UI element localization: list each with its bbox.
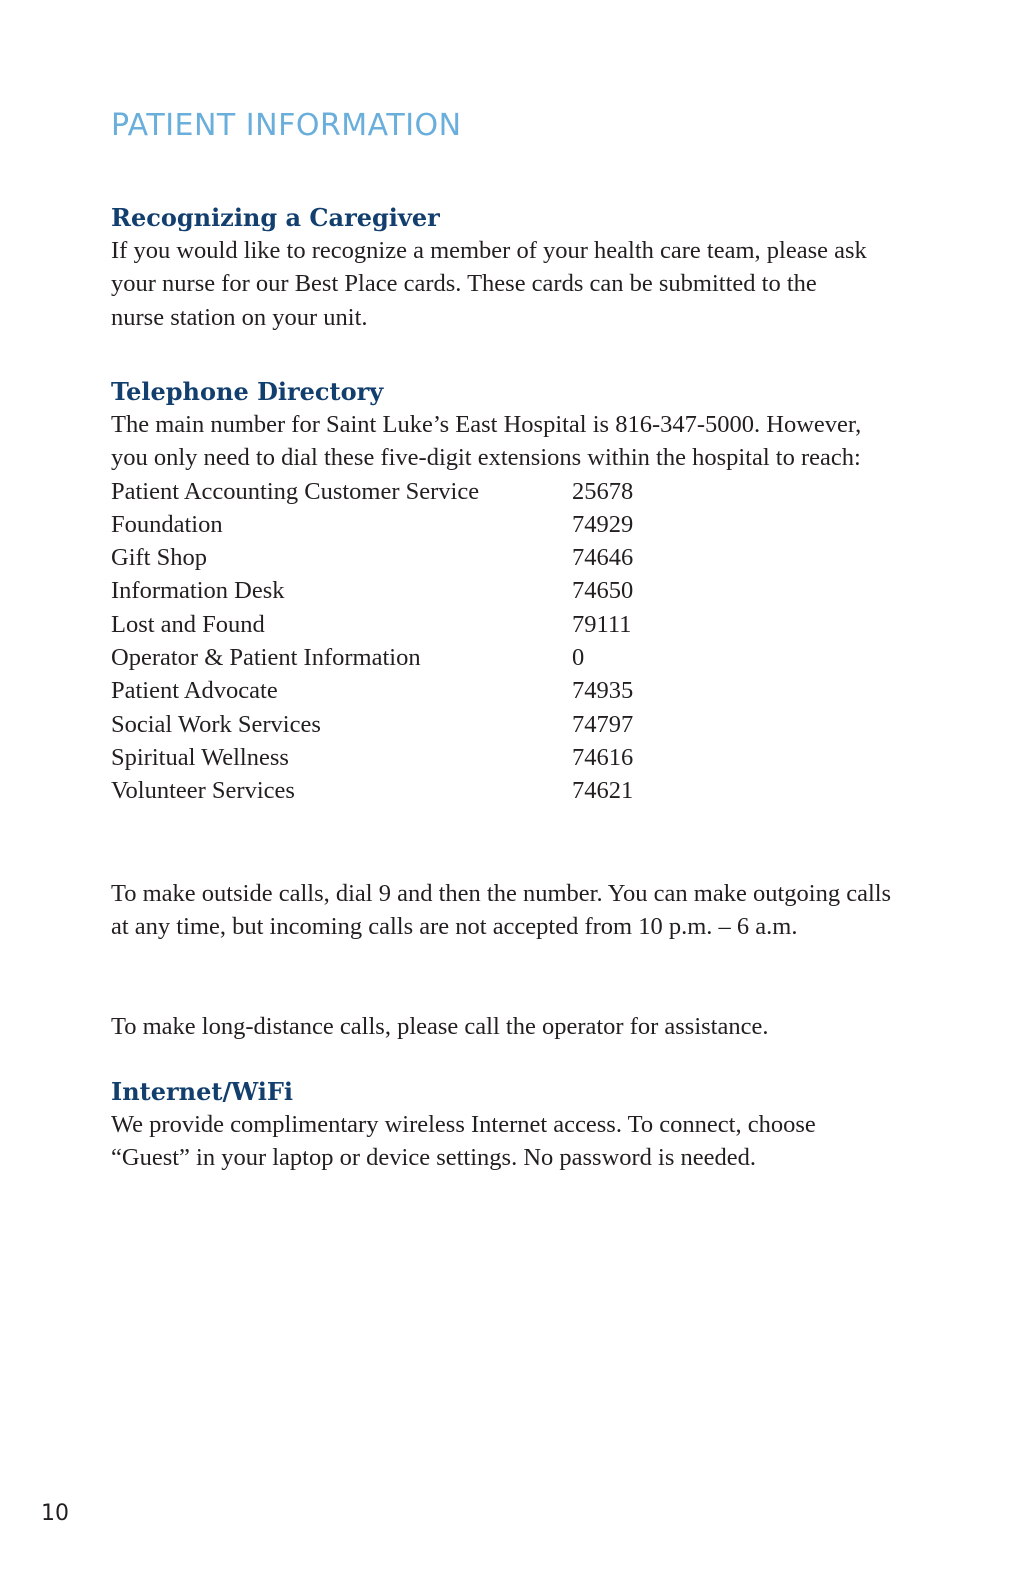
long-distance-text: To make long-distance calls, please call the operator for assistance. xyxy=(111,1013,769,1040)
department-name: Information Desk xyxy=(111,577,285,605)
extension-number: 25678 xyxy=(572,477,634,505)
directory-row xyxy=(111,708,901,741)
extension-number: 74616 xyxy=(572,743,634,771)
directory-row xyxy=(111,508,901,541)
page-number: 10 xyxy=(41,1501,69,1526)
outside-calls-section xyxy=(111,877,896,944)
directory-row xyxy=(111,774,901,807)
extension-number: 0 xyxy=(572,644,585,672)
telephone-section xyxy=(111,376,901,808)
directory-row xyxy=(111,574,901,607)
department-name: Volunteer Services xyxy=(111,777,295,805)
directory-row xyxy=(111,608,901,641)
internet-section xyxy=(111,1076,871,1175)
extension-number: 79111 xyxy=(572,610,632,638)
extension-number: 74935 xyxy=(572,677,634,705)
extension-number: 74797 xyxy=(572,710,634,738)
caregiver-body: If you would like to recognize a member of your health care team, please ask your nurse for our Best Place cards. These cards can be submitted to the nurse station on your unit. xyxy=(111,237,867,331)
caregiver-heading: Recognizing a Caregiver xyxy=(111,203,440,232)
long-distance-section xyxy=(111,1010,911,1043)
extension-number: 74646 xyxy=(572,544,634,572)
department-name: Patient Accounting Customer Service xyxy=(111,477,480,505)
directory-row xyxy=(111,475,901,508)
directory-row xyxy=(111,641,901,674)
department-name: Operator & Patient Information xyxy=(111,644,421,672)
department-name: Spiritual Wellness xyxy=(111,743,289,771)
internet-heading: Internet/WiFi xyxy=(111,1077,294,1106)
caregiver-section xyxy=(111,202,871,334)
extension-directory xyxy=(111,475,901,808)
extension-number: 74929 xyxy=(572,510,634,538)
directory-row xyxy=(111,741,901,774)
directory-row xyxy=(111,541,901,574)
internet-body: We provide complimentary wireless Internet access. To connect, choose “Guest” in your laptop or device settings. No password is needed. xyxy=(111,1111,816,1172)
department-name: Social Work Services xyxy=(111,710,321,738)
directory-row xyxy=(111,674,901,707)
telephone-heading: Telephone Directory xyxy=(111,377,384,406)
outside-calls-text: To make outside calls, dial 9 and then the number. You can make outgoing calls at any time, but incoming calls are not accepted from 10 p.m. – 6 a.m. xyxy=(111,880,892,941)
telephone-intro: The main number for Saint Luke’s East Hospital is 816-347-5000. However, you only need to dial these five-digit extensions within the hospital to reach: xyxy=(111,411,862,472)
extension-number: 74621 xyxy=(572,777,634,805)
page-title: PATIENT INFORMATION xyxy=(111,108,462,143)
extension-number: 74650 xyxy=(572,577,634,605)
department-name: Gift Shop xyxy=(111,544,207,572)
department-name: Foundation xyxy=(111,510,223,538)
department-name: Patient Advocate xyxy=(111,677,278,705)
department-name: Lost and Found xyxy=(111,610,265,638)
